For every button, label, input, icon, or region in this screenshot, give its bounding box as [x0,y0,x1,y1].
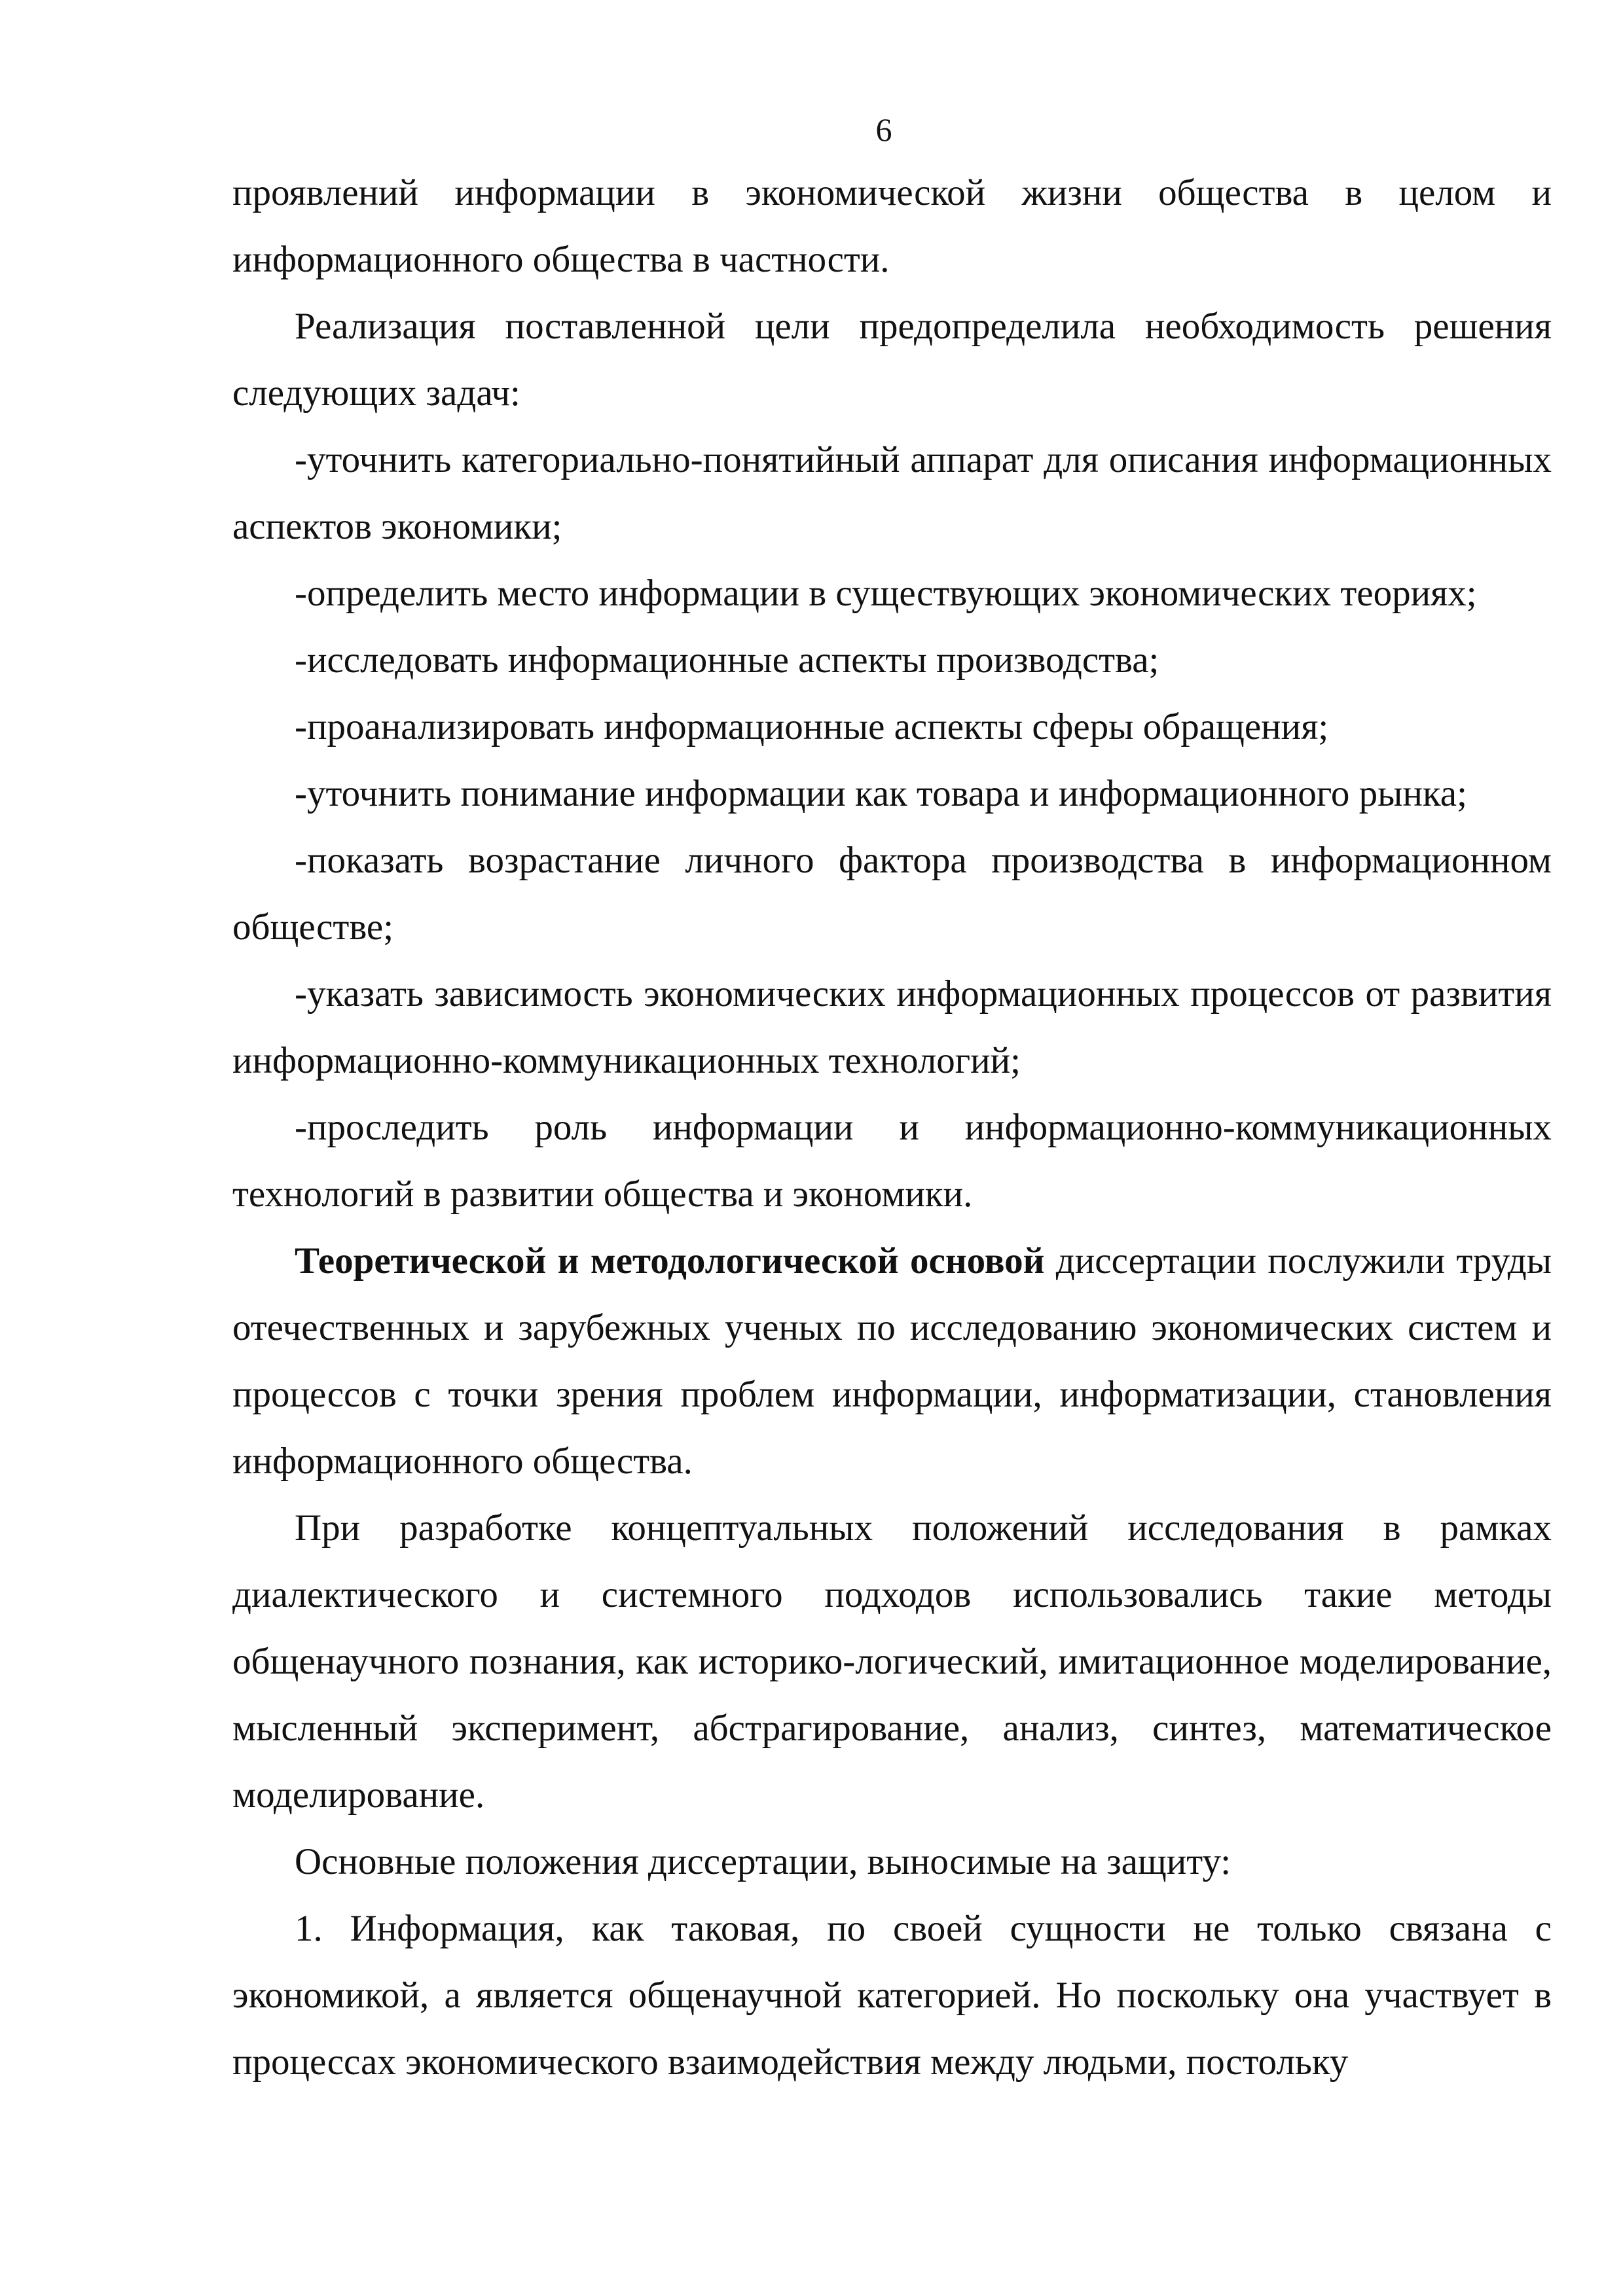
paragraph-methods: При разработке концептуальных положений исследования в рамках диалектического и системного подходов использовались такие методы общенаучного познания, как историко-логический, имитационное моделирование, мысленный эксперимент, абстрагирование, анализ, синтез, математическое моделирование. [232,1507,1552,1816]
paragraph-point-1: 1. Информация, как таковая, по своей сущности не только связана с экономикой, а является общенаучной категорией. Но поскольку она участвует в процессах экономического взаимодействия между людьми, постольку [232,1908,1552,2083]
theoretical-basis-text: диссертации послужили труды отечественных и зарубежных ученых по исследованию экономических систем и процессов с точки зрения проблем информации, информатизации, становления информационного общества. [232,1240,1552,1482]
task-item: -уточнить категориально-понятийный аппарат для описания информационных аспектов экономики; [232,439,1552,547]
paragraph-intro-continuation: проявлений информации в экономической жизни общества в целом и информационного общества в частности. [232,172,1552,280]
task-item: -проследить роль информации и информационно-коммуникационных технологий в развитии общества и экономики. [232,1107,1552,1215]
paragraph-goal: Реализация поставленной цели предопределила необходимость решения следующих задач: [232,306,1552,414]
paragraph-theoretical-basis [232,1228,1552,1495]
task-item: -проанализировать информационные аспекты сферы обращения; [295,706,1329,747]
task-item: -определить место информации в существующих экономических теориях; [295,573,1477,614]
page-number: 6 [875,111,892,148]
document-body [232,160,1552,2096]
task-item: -указать зависимость экономических информационных процессов от развития информационно-коммуникационных технологий; [232,973,1552,1081]
task-item: -уточнить понимание информации как товара и информационного рынка; [295,773,1467,814]
task-item: -показать возрастание личного фактора производства в информационном обществе; [232,840,1552,948]
paragraph-defense-intro: Основные положения диссертации, выносимые на защиту: [295,1841,1231,1882]
task-item: -исследовать информационные аспекты производства; [295,639,1159,681]
theoretical-basis-heading: Теоретической и методологической основой [295,1240,1045,1282]
